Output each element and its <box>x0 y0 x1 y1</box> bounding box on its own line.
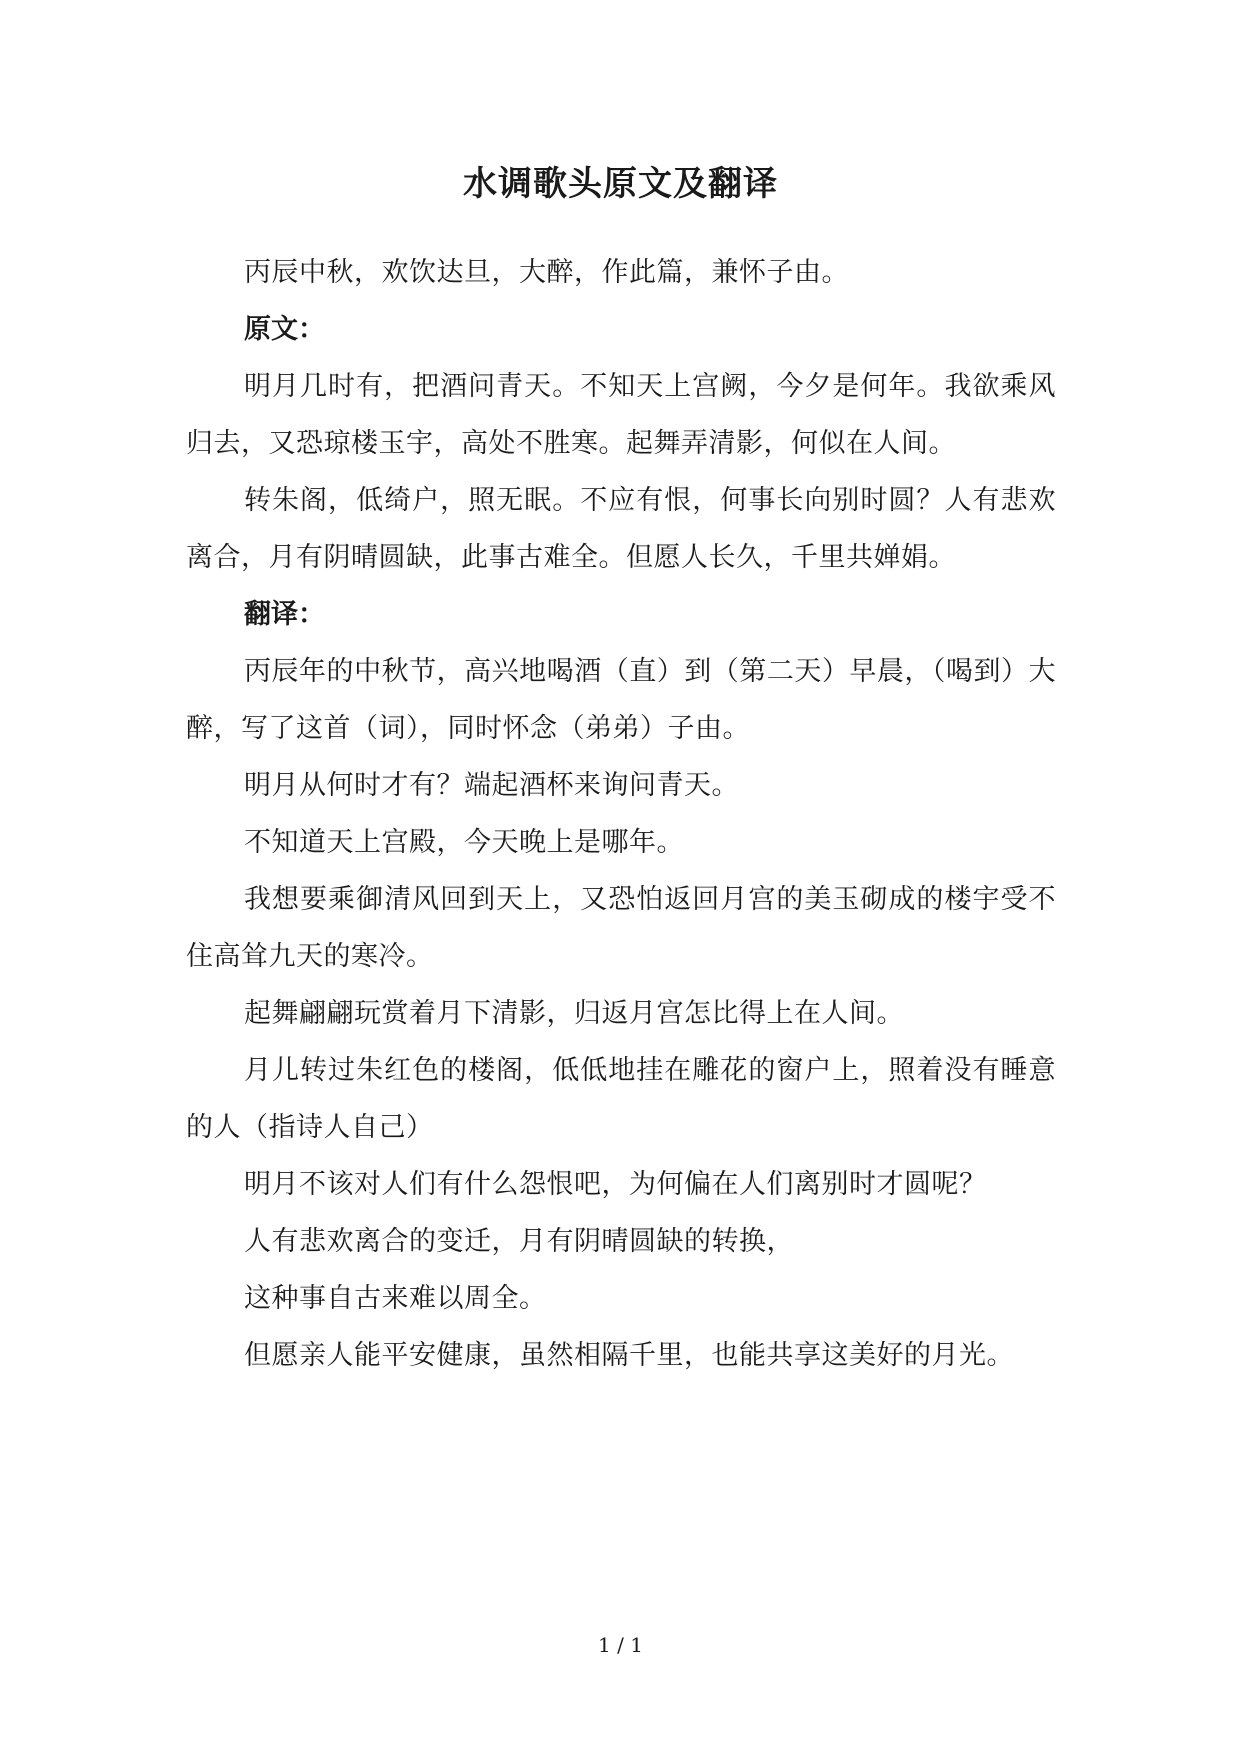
translation-heading: 翻译： <box>244 599 325 630</box>
translation-paragraph: 起舞翩翩玩赏着月下清影，归返月宫怎比得上在人间。 <box>244 998 904 1029</box>
translation-paragraph: 明月从何时才有？端起酒杯来询问青天。 <box>244 770 739 801</box>
translation-paragraph: 不知道天上宫殿，今天晚上是哪年。 <box>244 827 684 858</box>
page-number: 1 / 1 <box>598 1633 643 1657</box>
intro-paragraph: 丙辰中秋，欢饮达旦，大醉，作此篇，兼怀子由。 <box>244 257 849 288</box>
document-title: 水调歌头原文及翻译 <box>463 164 778 204</box>
document-body <box>186 244 1056 1384</box>
translation-paragraph: 这种事自古来难以周全。 <box>244 1283 547 1314</box>
translation-paragraph: 我想要乘御清风回到天上，又恐怕返回月宫的美玉砌成的楼宇受不住高耸九天的寒冷。 <box>186 884 1056 972</box>
translation-paragraph: 丙辰年的中秋节，高兴地喝酒（直）到（第二天）早晨，（喝到）大醉，写了这首（词），同时怀念（弟弟）子由。 <box>186 656 1056 744</box>
translation-paragraph: 明月不该对人们有什么怨恨吧，为何偏在人们离别时才圆呢？ <box>244 1169 987 1200</box>
original-heading: 原文： <box>244 314 325 345</box>
original-paragraph: 转朱阁，低绮户，照无眠。不应有恨，何事长向别时圆？人有悲欢离合，月有阴晴圆缺，此事古难全。但愿人长久，千里共婵娟。 <box>186 485 1056 573</box>
translation-paragraph: 但愿亲人能平安健康，虽然相隔千里，也能共享这美好的月光。 <box>244 1340 1014 1371</box>
original-paragraph: 明月几时有，把酒问青天。不知天上宫阙，今夕是何年。我欲乘风归去，又恐琼楼玉宇，高处不胜寒。起舞弄清影，何似在人间。 <box>186 371 1056 459</box>
translation-paragraph: 人有悲欢离合的变迁，月有阴晴圆缺的转换， <box>244 1226 794 1257</box>
translation-paragraph: 月儿转过朱红色的楼阁，低低地挂在雕花的窗户上，照着没有睡意的人（指诗人自己） <box>186 1055 1056 1143</box>
